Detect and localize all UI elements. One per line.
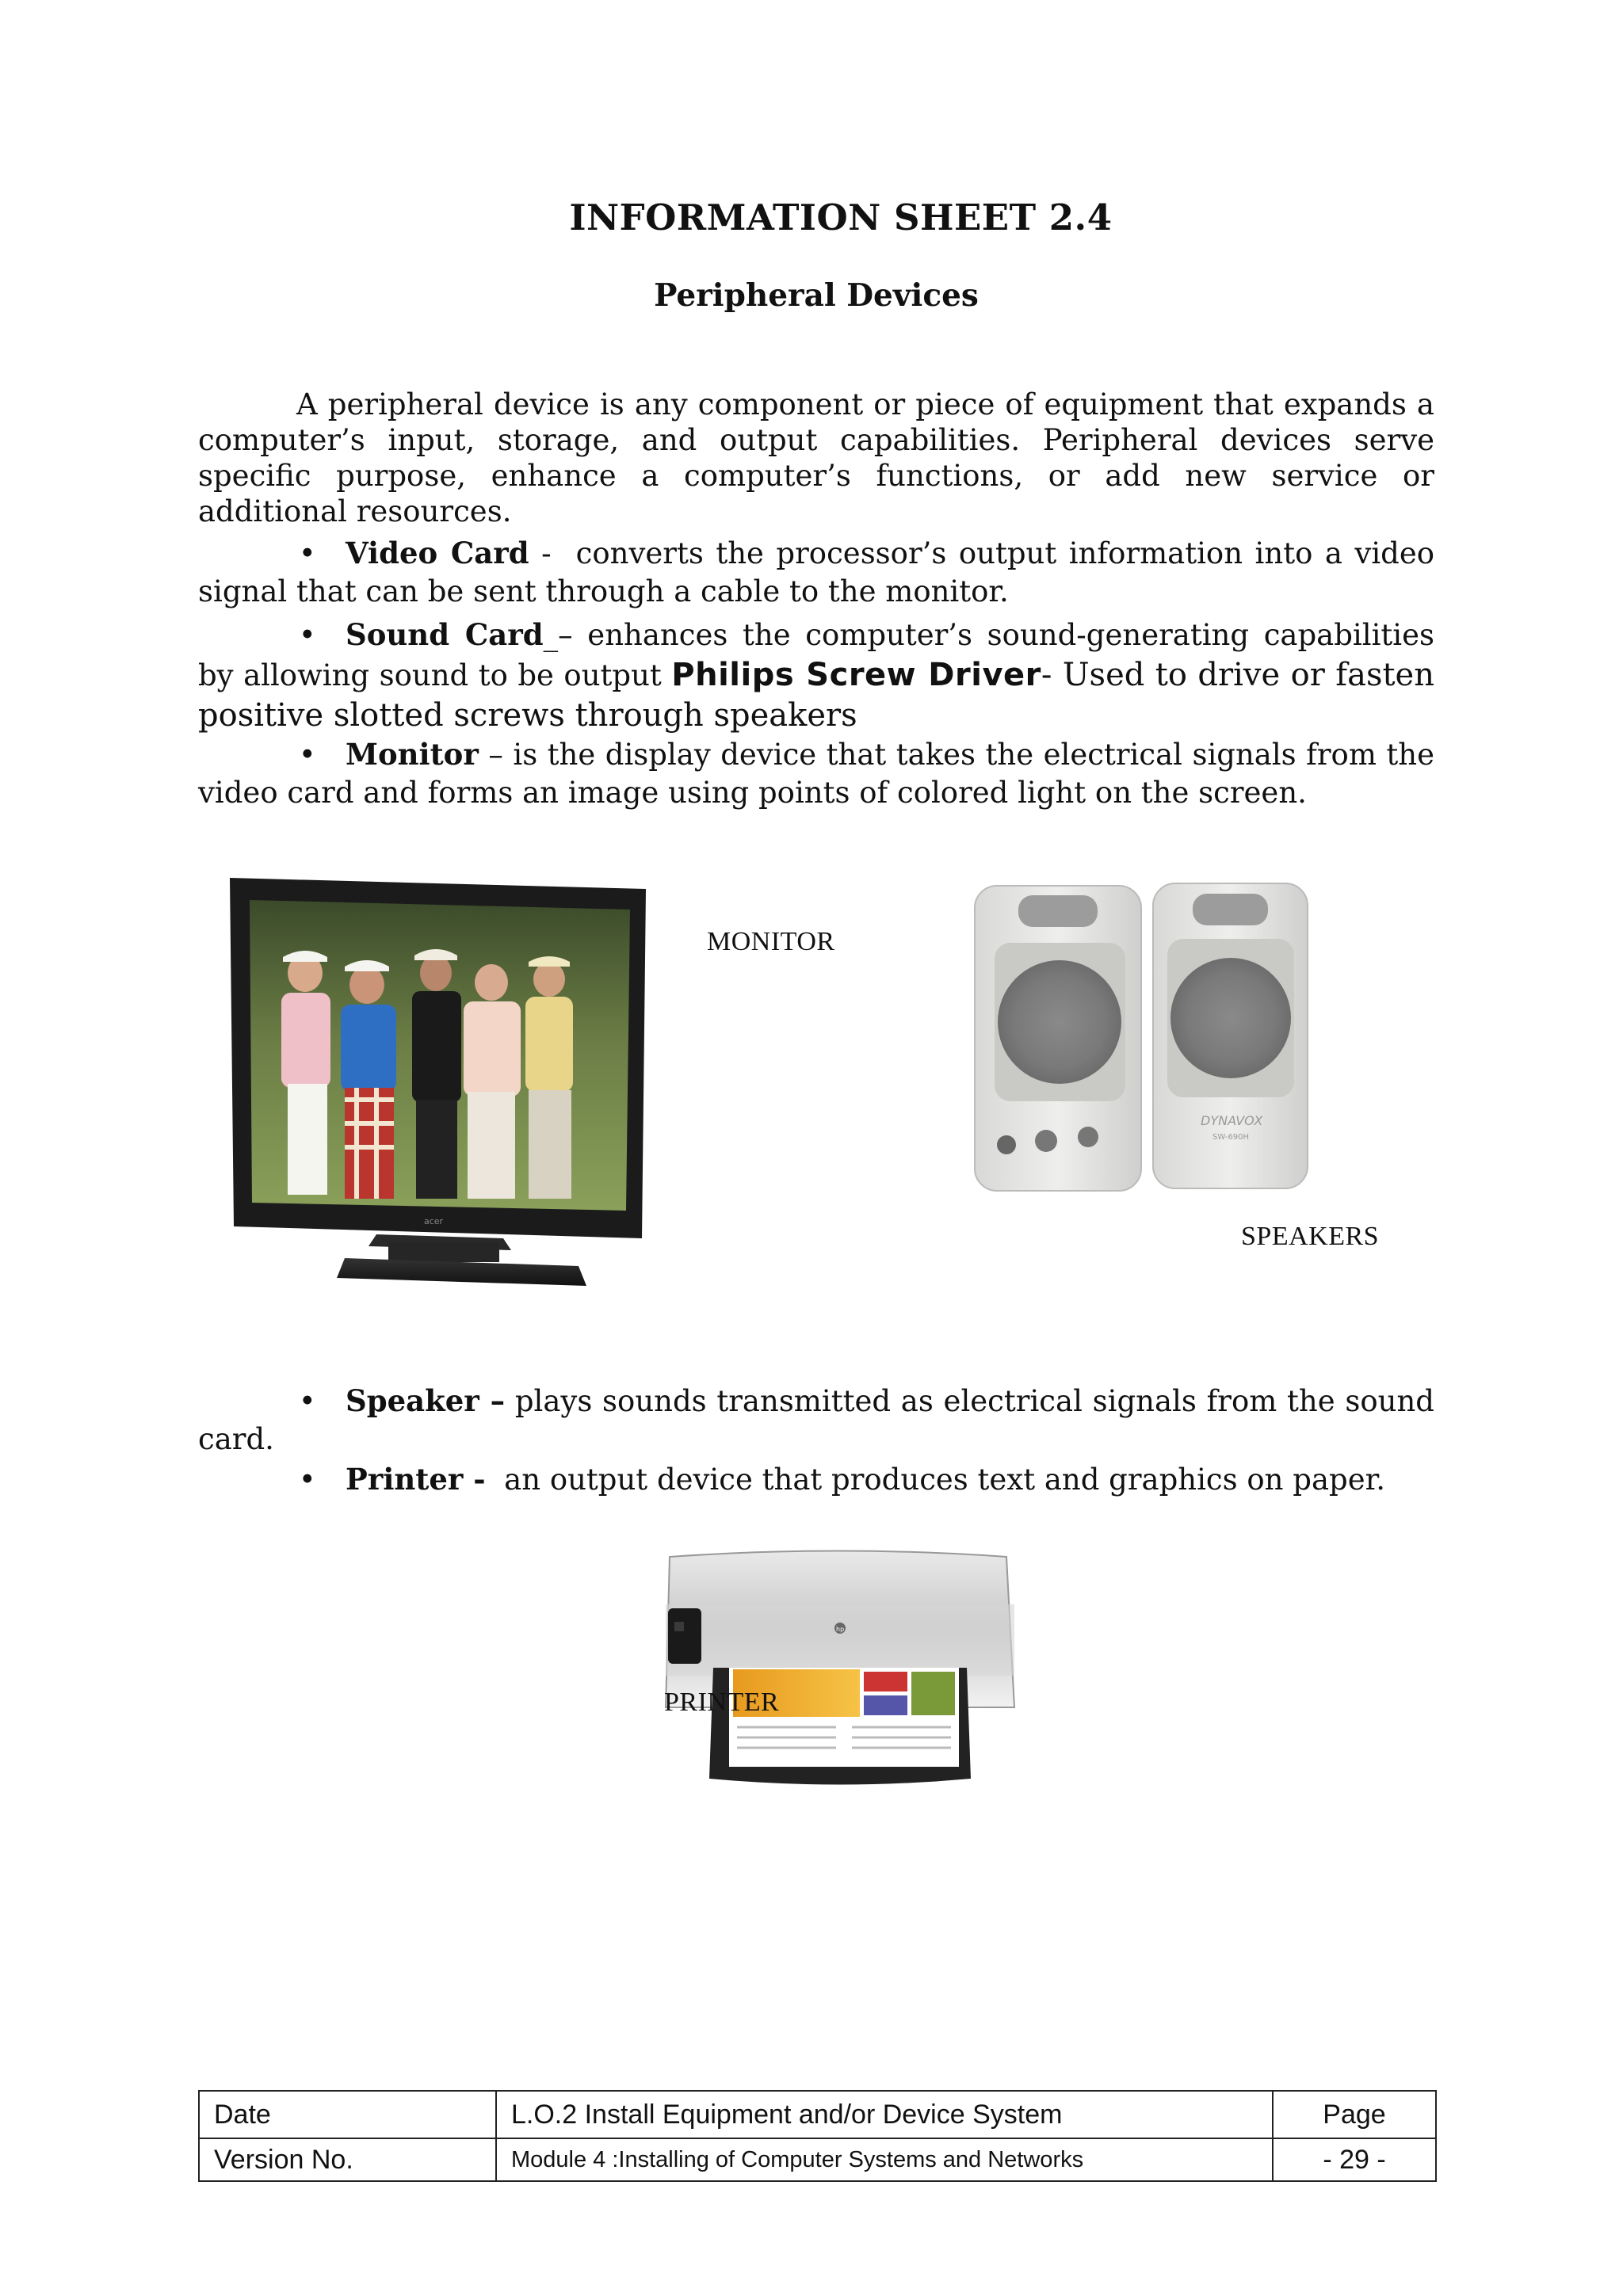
bullet-monitor [198, 735, 1434, 812]
page-subtitle: Peripheral Devices [654, 277, 979, 314]
speaker-term: Speaker – [346, 1383, 506, 1418]
monitor-sep: – [478, 738, 514, 772]
printer-brand-text: hp [836, 1626, 845, 1633]
bullet-speaker [198, 1382, 1434, 1459]
monitor-brand-text: acer [424, 1216, 444, 1226]
speakers-caption: SPEAKERS [1241, 1222, 1380, 1251]
speaker-text: plays sounds transmitted as electrical signals from the sound card. [198, 1384, 1434, 1456]
bullet-video-card [198, 534, 1434, 611]
bullet-sound-card [198, 615, 1444, 736]
bullet-dot: • [298, 536, 344, 570]
bullet-dot: • [298, 738, 344, 772]
footer-page-label: Page [1273, 2091, 1436, 2138]
monitor-term: Monitor [346, 737, 479, 772]
printer-image [654, 1549, 1026, 1787]
monitor-caption: MONITOR [707, 927, 835, 956]
printer-caption: PRINTER [664, 1688, 780, 1717]
footer-module: Module 4 :Installing of Computer Systems and Networks [496, 2138, 1273, 2181]
footer-table [198, 2090, 1437, 2182]
footer-date-label: Date [199, 2091, 496, 2138]
monitor-image [226, 878, 670, 1290]
speaker-model-text: SW-690H [1212, 1133, 1250, 1142]
bullet-dot: • [298, 1384, 344, 1418]
philips-sep: - [1041, 657, 1063, 693]
video-card-sep: - [529, 536, 576, 570]
bullet-printer [198, 1460, 1434, 1499]
philips-text: Used to drive or fasten positive slotted screws through speakers [198, 657, 1434, 734]
page-title: INFORMATION SHEET 2.4 [569, 196, 1113, 238]
speaker-brand-text: DYNAVOX [1201, 1113, 1263, 1128]
sound-card-term: Sound Card [346, 617, 544, 652]
bullet-dot: • [298, 618, 344, 652]
speaker-sep [505, 1384, 515, 1418]
sound-card-sep: _– [543, 618, 588, 652]
printer-term: Printer - [346, 1462, 486, 1497]
footer-learning-outcome: L.O.2 Install Equipment and/or Device System [496, 2091, 1273, 2138]
video-card-text: converts the processor’s output information into a video signal that can be sent through a cable to the monitor. [198, 536, 1435, 608]
printer-text: an output device that produces text and graphics on paper. [504, 1463, 1385, 1497]
philips-term: Philips Screw Driver [671, 657, 1041, 693]
monitor-text: is the display device that takes the electrical signals from the video card and forms an image using points of colored light on the screen. [198, 738, 1435, 810]
sound-card-text: enhances the computer’s sound-generating capabilities by allowing sound to be output [198, 618, 1444, 692]
bullet-dot: • [298, 1463, 344, 1497]
printer-sep [486, 1463, 505, 1497]
intro-paragraph: A peripheral device is any component or piece of equipment that expands a computer’s input, storage, and output capabilities. Peripheral devices serve specific purpose, enhance a computer’s functions, or add new service or additional resources. [198, 387, 1434, 528]
footer-version-label: Version No. [199, 2138, 496, 2181]
video-card-term: Video Card [346, 536, 529, 570]
footer-page-number: - 29 - [1273, 2138, 1436, 2181]
speakers-image [971, 879, 1312, 1196]
